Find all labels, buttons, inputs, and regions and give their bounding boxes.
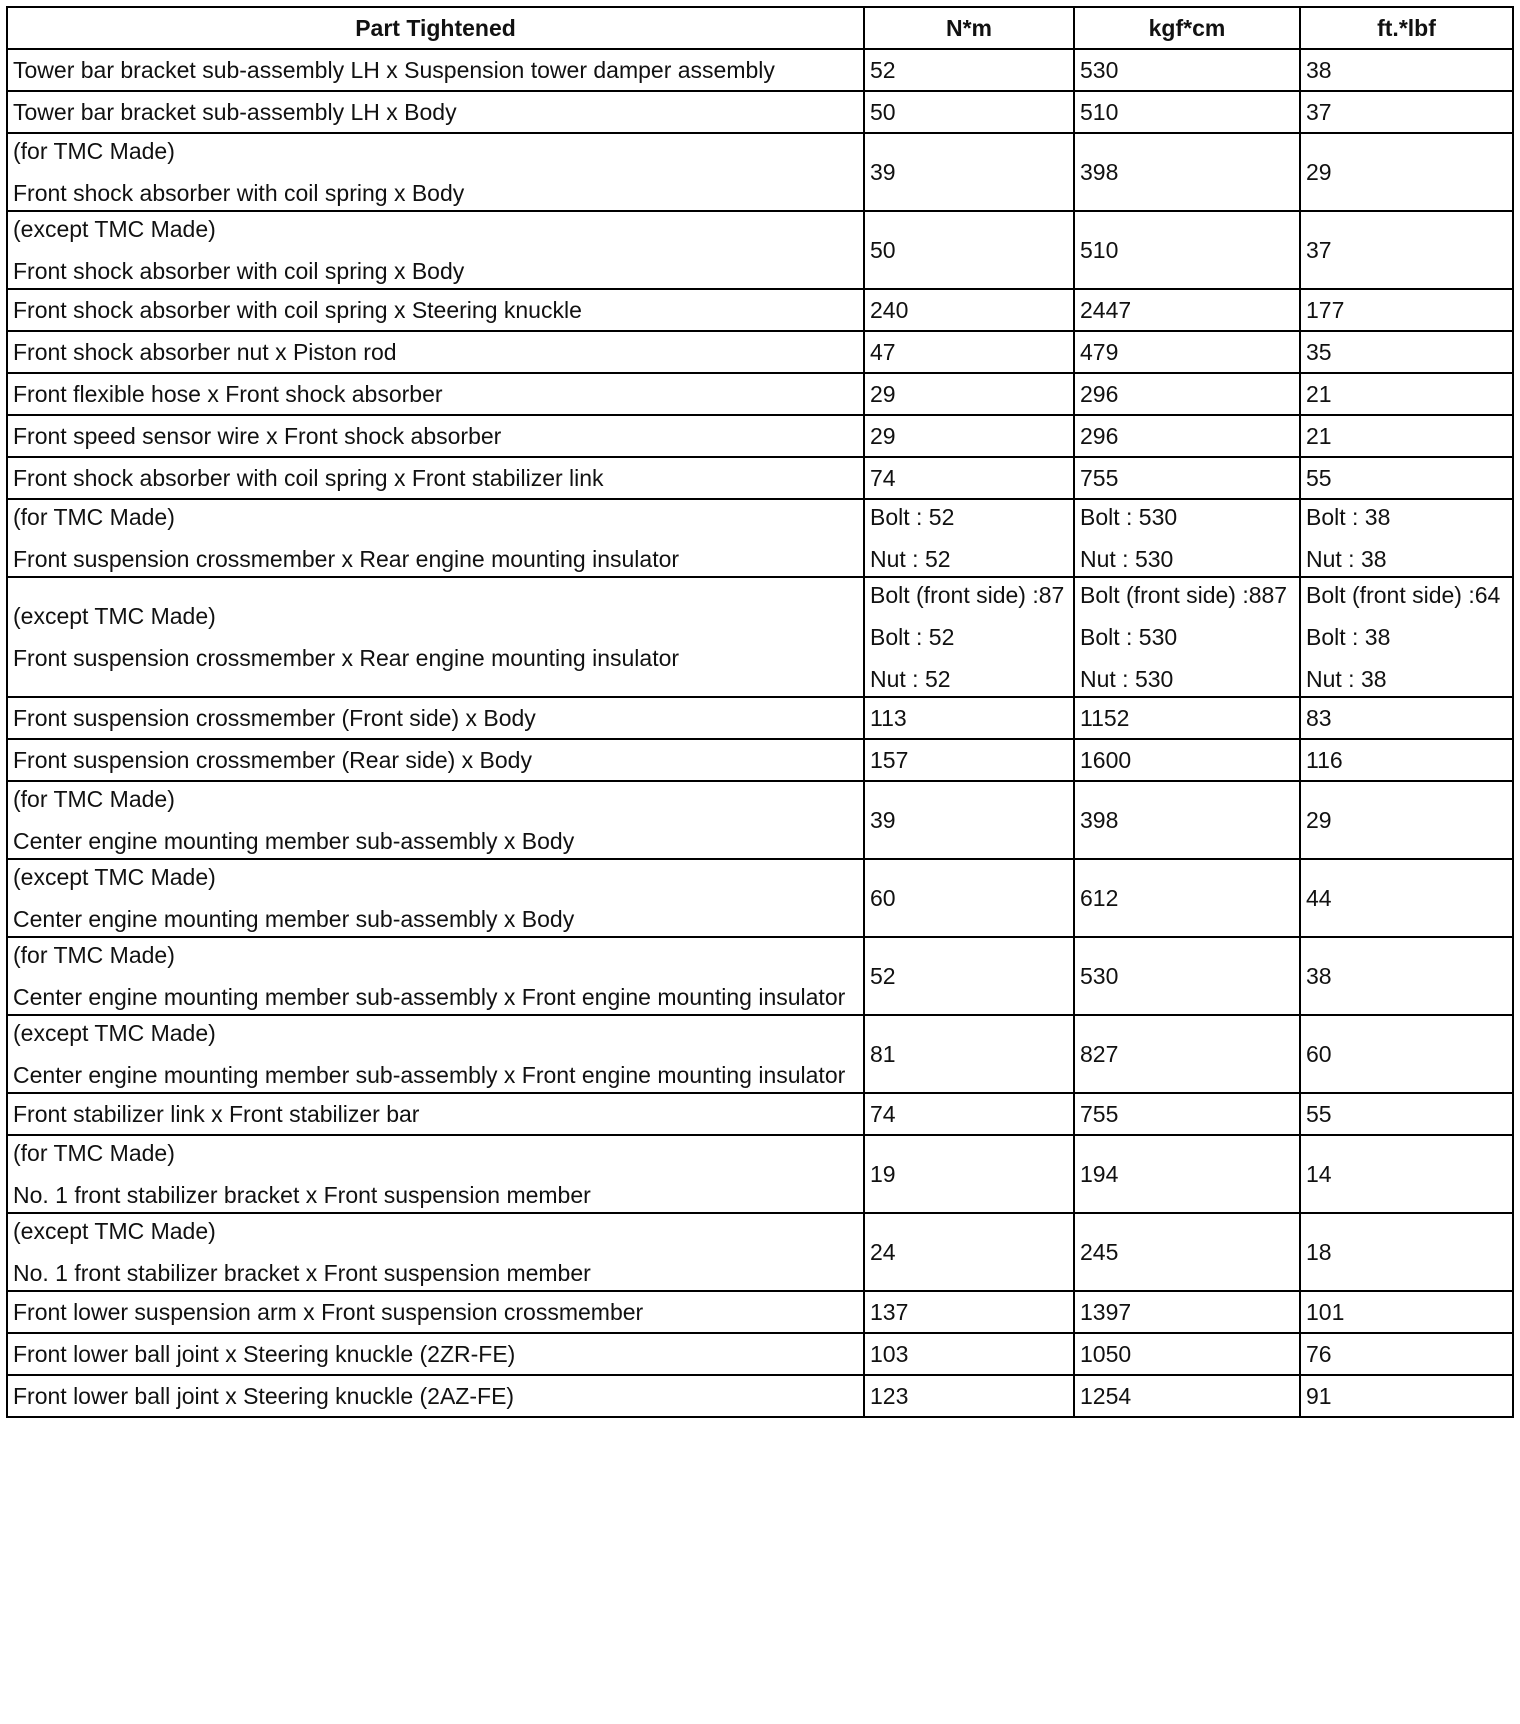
- torque-ft-lbf-cell: [1300, 577, 1513, 697]
- table-row: [7, 289, 1513, 331]
- torque-nm-cell: [864, 1333, 1074, 1375]
- table-row: [7, 1015, 1513, 1093]
- cell-text: Center engine mounting member sub-assembly x Front engine mounting insulator: [13, 1062, 846, 1088]
- cell-text: (except TMC Made): [13, 864, 216, 890]
- table-row: [7, 91, 1513, 133]
- cell-text: Bolt : 52: [870, 504, 955, 530]
- part-tightened-cell: [7, 781, 864, 859]
- cell-text: Front suspension crossmember (Front side) x Body: [13, 705, 536, 731]
- cell-text: Front suspension crossmember x Rear engine mounting insulator: [13, 546, 680, 572]
- table-row: [7, 499, 1513, 577]
- torque-kgf-cm-cell: [1074, 415, 1300, 457]
- torque-nm-cell: [864, 1135, 1074, 1213]
- cell-text: 37: [1306, 237, 1332, 263]
- cell-text: 612: [1080, 885, 1119, 911]
- cell-text: 530: [1080, 57, 1119, 83]
- torque-nm-cell: [864, 1213, 1074, 1291]
- cell-text: Front suspension crossmember x Rear engine mounting insulator: [13, 645, 680, 671]
- torque-nm-cell: [864, 1291, 1074, 1333]
- cell-text: 52: [870, 963, 896, 989]
- cell-text: No. 1 front stabilizer bracket x Front suspension member: [13, 1260, 591, 1286]
- cell-text: 74: [870, 1101, 896, 1127]
- torque-kgf-cm-cell: [1074, 781, 1300, 859]
- table-row: [7, 937, 1513, 1015]
- torque-ft-lbf-cell: [1300, 1291, 1513, 1333]
- table-row: [7, 1291, 1513, 1333]
- cell-text: 177: [1306, 297, 1345, 323]
- cell-text: Front speed sensor wire x Front shock absorber: [13, 423, 502, 449]
- cell-text: 19: [870, 1161, 896, 1187]
- cell-text: 510: [1080, 99, 1119, 125]
- cell-text: 123: [870, 1383, 909, 1409]
- cell-text: 116: [1306, 747, 1343, 773]
- torque-ft-lbf-cell: [1300, 211, 1513, 289]
- cell-text: Front lower ball joint x Steering knuckle (2AZ-FE): [13, 1383, 515, 1409]
- torque-kgf-cm-cell: [1074, 1333, 1300, 1375]
- cell-text: Nut : 52: [870, 666, 951, 692]
- cell-text: 37: [1306, 99, 1332, 125]
- torque-ft-lbf-cell: [1300, 1015, 1513, 1093]
- cell-text: 2447: [1080, 297, 1132, 323]
- torque-nm-cell: [864, 211, 1074, 289]
- cell-text: 755: [1080, 1101, 1119, 1127]
- part-tightened-cell: [7, 697, 864, 739]
- part-tightened-cell: [7, 289, 864, 331]
- torque-nm-cell: [864, 577, 1074, 697]
- part-tightened-cell: [7, 499, 864, 577]
- cell-text: Center engine mounting member sub-assembly x Body: [13, 906, 575, 932]
- table-row: [7, 133, 1513, 211]
- table-row: [7, 1093, 1513, 1135]
- torque-ft-lbf-cell: [1300, 937, 1513, 1015]
- part-tightened-cell: [7, 1135, 864, 1213]
- torque-nm-cell: [864, 1015, 1074, 1093]
- part-tightened-cell: [7, 859, 864, 937]
- torque-kgf-cm-cell: [1074, 1015, 1300, 1093]
- cell-text: 103: [870, 1341, 909, 1367]
- torque-nm-cell: [864, 373, 1074, 415]
- table-row: [7, 781, 1513, 859]
- cell-text: Bolt : 530: [1080, 624, 1178, 650]
- cell-text: 47: [870, 339, 896, 365]
- cell-text: 1254: [1080, 1383, 1132, 1409]
- torque-ft-lbf-cell: [1300, 331, 1513, 373]
- cell-text: 194: [1080, 1161, 1119, 1187]
- cell-text: 398: [1080, 807, 1119, 833]
- cell-text: 101: [1306, 1299, 1345, 1325]
- part-tightened-cell: [7, 49, 864, 91]
- torque-nm-cell: [864, 289, 1074, 331]
- cell-text: Front flexible hose x Front shock absorber: [13, 381, 443, 407]
- torque-nm-cell: [864, 739, 1074, 781]
- part-tightened-cell: [7, 1015, 864, 1093]
- torque-ft-lbf-cell: [1300, 1135, 1513, 1213]
- torque-kgf-cm-cell: [1074, 289, 1300, 331]
- torque-nm-cell: [864, 457, 1074, 499]
- cell-text: Front lower suspension arm x Front suspension crossmember: [13, 1299, 644, 1325]
- torque-kgf-cm-cell: [1074, 577, 1300, 697]
- torque-ft-lbf-cell: [1300, 49, 1513, 91]
- part-tightened-cell: [7, 739, 864, 781]
- cell-text: 296: [1080, 381, 1119, 407]
- part-tightened-cell: [7, 1375, 864, 1417]
- torque-kgf-cm-cell: [1074, 49, 1300, 91]
- part-tightened-cell: [7, 1093, 864, 1135]
- cell-text: Front shock absorber with coil spring x Body: [13, 258, 465, 284]
- cell-text: (for TMC Made): [13, 942, 175, 968]
- header-kgf-cm: kgf*cm: [1074, 7, 1300, 49]
- header-row: [7, 7, 1513, 49]
- part-tightened-cell: [7, 1333, 864, 1375]
- torque-ft-lbf-cell: [1300, 373, 1513, 415]
- cell-text: 50: [870, 237, 896, 263]
- cell-text: Bolt : 530: [1080, 504, 1178, 530]
- torque-nm-cell: [864, 1093, 1074, 1135]
- cell-text: 76: [1306, 1341, 1332, 1367]
- cell-text: 38: [1306, 57, 1332, 83]
- cell-text: 29: [1306, 807, 1332, 833]
- torque-nm-cell: [864, 937, 1074, 1015]
- cell-text: 157: [870, 747, 909, 773]
- cell-text: 755: [1080, 465, 1119, 491]
- torque-ft-lbf-cell: [1300, 499, 1513, 577]
- torque-kgf-cm-cell: [1074, 499, 1300, 577]
- cell-text: (for TMC Made): [13, 504, 175, 530]
- cell-text: Front lower ball joint x Steering knuckle (2ZR-FE): [13, 1341, 516, 1367]
- torque-nm-cell: [864, 1375, 1074, 1417]
- torque-kgf-cm-cell: [1074, 133, 1300, 211]
- table-body: [7, 49, 1513, 1417]
- cell-text: Nut : 52: [870, 546, 951, 572]
- torque-ft-lbf-cell: [1300, 1093, 1513, 1135]
- cell-text: (except TMC Made): [13, 603, 216, 629]
- part-tightened-cell: [7, 577, 864, 697]
- torque-kgf-cm-cell: [1074, 1213, 1300, 1291]
- part-tightened-cell: [7, 91, 864, 133]
- cell-text: (except TMC Made): [13, 1020, 216, 1046]
- torque-nm-cell: [864, 133, 1074, 211]
- cell-text: 60: [870, 885, 896, 911]
- cell-text: 1600: [1080, 747, 1132, 773]
- cell-text: 39: [870, 807, 896, 833]
- part-tightened-cell: [7, 937, 864, 1015]
- cell-text: 24: [870, 1239, 896, 1265]
- torque-ft-lbf-cell: [1300, 859, 1513, 937]
- cell-text: Bolt : 38: [1306, 624, 1391, 650]
- table-row: [7, 697, 1513, 739]
- torque-ft-lbf-cell: [1300, 1375, 1513, 1417]
- table-row: [7, 1135, 1513, 1213]
- torque-ft-lbf-cell: [1300, 697, 1513, 739]
- table-row: [7, 1375, 1513, 1417]
- part-tightened-cell: [7, 1213, 864, 1291]
- cell-text: 21: [1306, 423, 1332, 449]
- cell-text: Nut : 530: [1080, 546, 1174, 572]
- cell-text: 245: [1080, 1239, 1119, 1265]
- header-part-tightened: Part Tightened: [7, 7, 864, 49]
- cell-text: 1152: [1080, 705, 1130, 731]
- torque-kgf-cm-cell: [1074, 1135, 1300, 1213]
- torque-nm-cell: [864, 781, 1074, 859]
- cell-text: 1397: [1080, 1299, 1132, 1325]
- cell-text: Nut : 530: [1080, 666, 1174, 692]
- part-tightened-cell: [7, 373, 864, 415]
- torque-ft-lbf-cell: [1300, 1213, 1513, 1291]
- cell-text: 60: [1306, 1041, 1332, 1067]
- torque-ft-lbf-cell: [1300, 91, 1513, 133]
- torque-ft-lbf-cell: [1300, 289, 1513, 331]
- table-row: [7, 49, 1513, 91]
- cell-text: 21: [1306, 381, 1332, 407]
- table-row: [7, 1213, 1513, 1291]
- cell-text: 91: [1306, 1383, 1332, 1409]
- torque-ft-lbf-cell: [1300, 781, 1513, 859]
- cell-text: 50: [870, 99, 896, 125]
- torque-ft-lbf-cell: [1300, 457, 1513, 499]
- torque-ft-lbf-cell: [1300, 415, 1513, 457]
- torque-kgf-cm-cell: [1074, 373, 1300, 415]
- torque-nm-cell: [864, 415, 1074, 457]
- torque-nm-cell: [864, 499, 1074, 577]
- table-row: [7, 1333, 1513, 1375]
- cell-text: Nut : 38: [1306, 666, 1387, 692]
- torque-kgf-cm-cell: [1074, 91, 1300, 133]
- cell-text: 38: [1306, 963, 1332, 989]
- cell-text: Front shock absorber with coil spring x Steering knuckle: [13, 297, 582, 323]
- table-row: [7, 577, 1513, 697]
- cell-text: Bolt (front side) :887: [1080, 582, 1288, 608]
- cell-text: 398: [1080, 159, 1119, 185]
- cell-text: Bolt : 52: [870, 624, 955, 650]
- cell-text: Bolt (front side) :87: [870, 582, 1065, 608]
- cell-text: 137: [870, 1299, 909, 1325]
- cell-text: 29: [870, 423, 896, 449]
- cell-text: 52: [870, 57, 896, 83]
- cell-text: 55: [1306, 1101, 1332, 1127]
- cell-text: 39: [870, 159, 896, 185]
- cell-text: (for TMC Made): [13, 1140, 175, 1166]
- cell-text: 827: [1080, 1041, 1119, 1067]
- cell-text: No. 1 front stabilizer bracket x Front suspension member: [13, 1182, 591, 1208]
- torque-nm-cell: [864, 859, 1074, 937]
- cell-text: 113: [870, 705, 907, 731]
- torque-kgf-cm-cell: [1074, 1375, 1300, 1417]
- torque-nm-cell: [864, 331, 1074, 373]
- torque-nm-cell: [864, 697, 1074, 739]
- cell-text: Tower bar bracket sub-assembly LH x Suspension tower damper assembly: [13, 57, 775, 83]
- cell-text: 14: [1306, 1161, 1332, 1187]
- cell-text: 83: [1306, 705, 1332, 731]
- torque-nm-cell: [864, 91, 1074, 133]
- table-row: [7, 373, 1513, 415]
- cell-text: Front stabilizer link x Front stabilizer bar: [13, 1101, 420, 1127]
- cell-text: Tower bar bracket sub-assembly LH x Body: [13, 99, 457, 125]
- cell-text: 35: [1306, 339, 1332, 365]
- cell-text: Front suspension crossmember (Rear side) x Body: [13, 747, 532, 773]
- part-tightened-cell: [7, 211, 864, 289]
- cell-text: 29: [870, 381, 896, 407]
- table-row: [7, 211, 1513, 289]
- table-row: [7, 457, 1513, 499]
- cell-text: Front shock absorber with coil spring x Body: [13, 180, 465, 206]
- cell-text: Bolt (front side) :64: [1306, 582, 1501, 608]
- cell-text: (for TMC Made): [13, 138, 175, 164]
- torque-kgf-cm-cell: [1074, 1093, 1300, 1135]
- cell-text: Center engine mounting member sub-assembly x Body: [13, 828, 575, 854]
- cell-text: 55: [1306, 465, 1332, 491]
- torque-nm-cell: [864, 49, 1074, 91]
- torque-ft-lbf-cell: [1300, 739, 1513, 781]
- torque-kgf-cm-cell: [1074, 1291, 1300, 1333]
- cell-text: (except TMC Made): [13, 216, 216, 242]
- table-row: [7, 415, 1513, 457]
- cell-text: 81: [870, 1041, 896, 1067]
- torque-specification-table: [6, 6, 1514, 1418]
- part-tightened-cell: [7, 415, 864, 457]
- torque-kgf-cm-cell: [1074, 457, 1300, 499]
- table-row: [7, 739, 1513, 781]
- torque-kgf-cm-cell: [1074, 697, 1300, 739]
- header-nm: N*m: [864, 7, 1074, 49]
- cell-text: (except TMC Made): [13, 1218, 216, 1244]
- table-row: [7, 859, 1513, 937]
- torque-ft-lbf-cell: [1300, 133, 1513, 211]
- cell-text: 479: [1080, 339, 1119, 365]
- cell-text: 240: [870, 297, 909, 323]
- torque-kgf-cm-cell: [1074, 331, 1300, 373]
- part-tightened-cell: [7, 457, 864, 499]
- cell-text: 74: [870, 465, 896, 491]
- cell-text: Nut : 38: [1306, 546, 1387, 572]
- header-ft-lbf: ft.*lbf: [1300, 7, 1513, 49]
- cell-text: 29: [1306, 159, 1332, 185]
- torque-kgf-cm-cell: [1074, 937, 1300, 1015]
- table-row: [7, 331, 1513, 373]
- torque-kgf-cm-cell: [1074, 211, 1300, 289]
- part-tightened-cell: [7, 331, 864, 373]
- torque-kgf-cm-cell: [1074, 859, 1300, 937]
- cell-text: 510: [1080, 237, 1119, 263]
- cell-text: (for TMC Made): [13, 786, 175, 812]
- cell-text: Front shock absorber nut x Piston rod: [13, 339, 397, 365]
- cell-text: 1050: [1080, 1341, 1132, 1367]
- cell-text: Center engine mounting member sub-assembly x Front engine mounting insulator: [13, 984, 846, 1010]
- cell-text: 296: [1080, 423, 1119, 449]
- part-tightened-cell: [7, 1291, 864, 1333]
- cell-text: 530: [1080, 963, 1119, 989]
- cell-text: 18: [1306, 1239, 1332, 1265]
- cell-text: 44: [1306, 885, 1332, 911]
- torque-kgf-cm-cell: [1074, 739, 1300, 781]
- cell-text: Bolt : 38: [1306, 504, 1391, 530]
- torque-ft-lbf-cell: [1300, 1333, 1513, 1375]
- part-tightened-cell: [7, 133, 864, 211]
- cell-text: Front shock absorber with coil spring x Front stabilizer link: [13, 465, 604, 491]
